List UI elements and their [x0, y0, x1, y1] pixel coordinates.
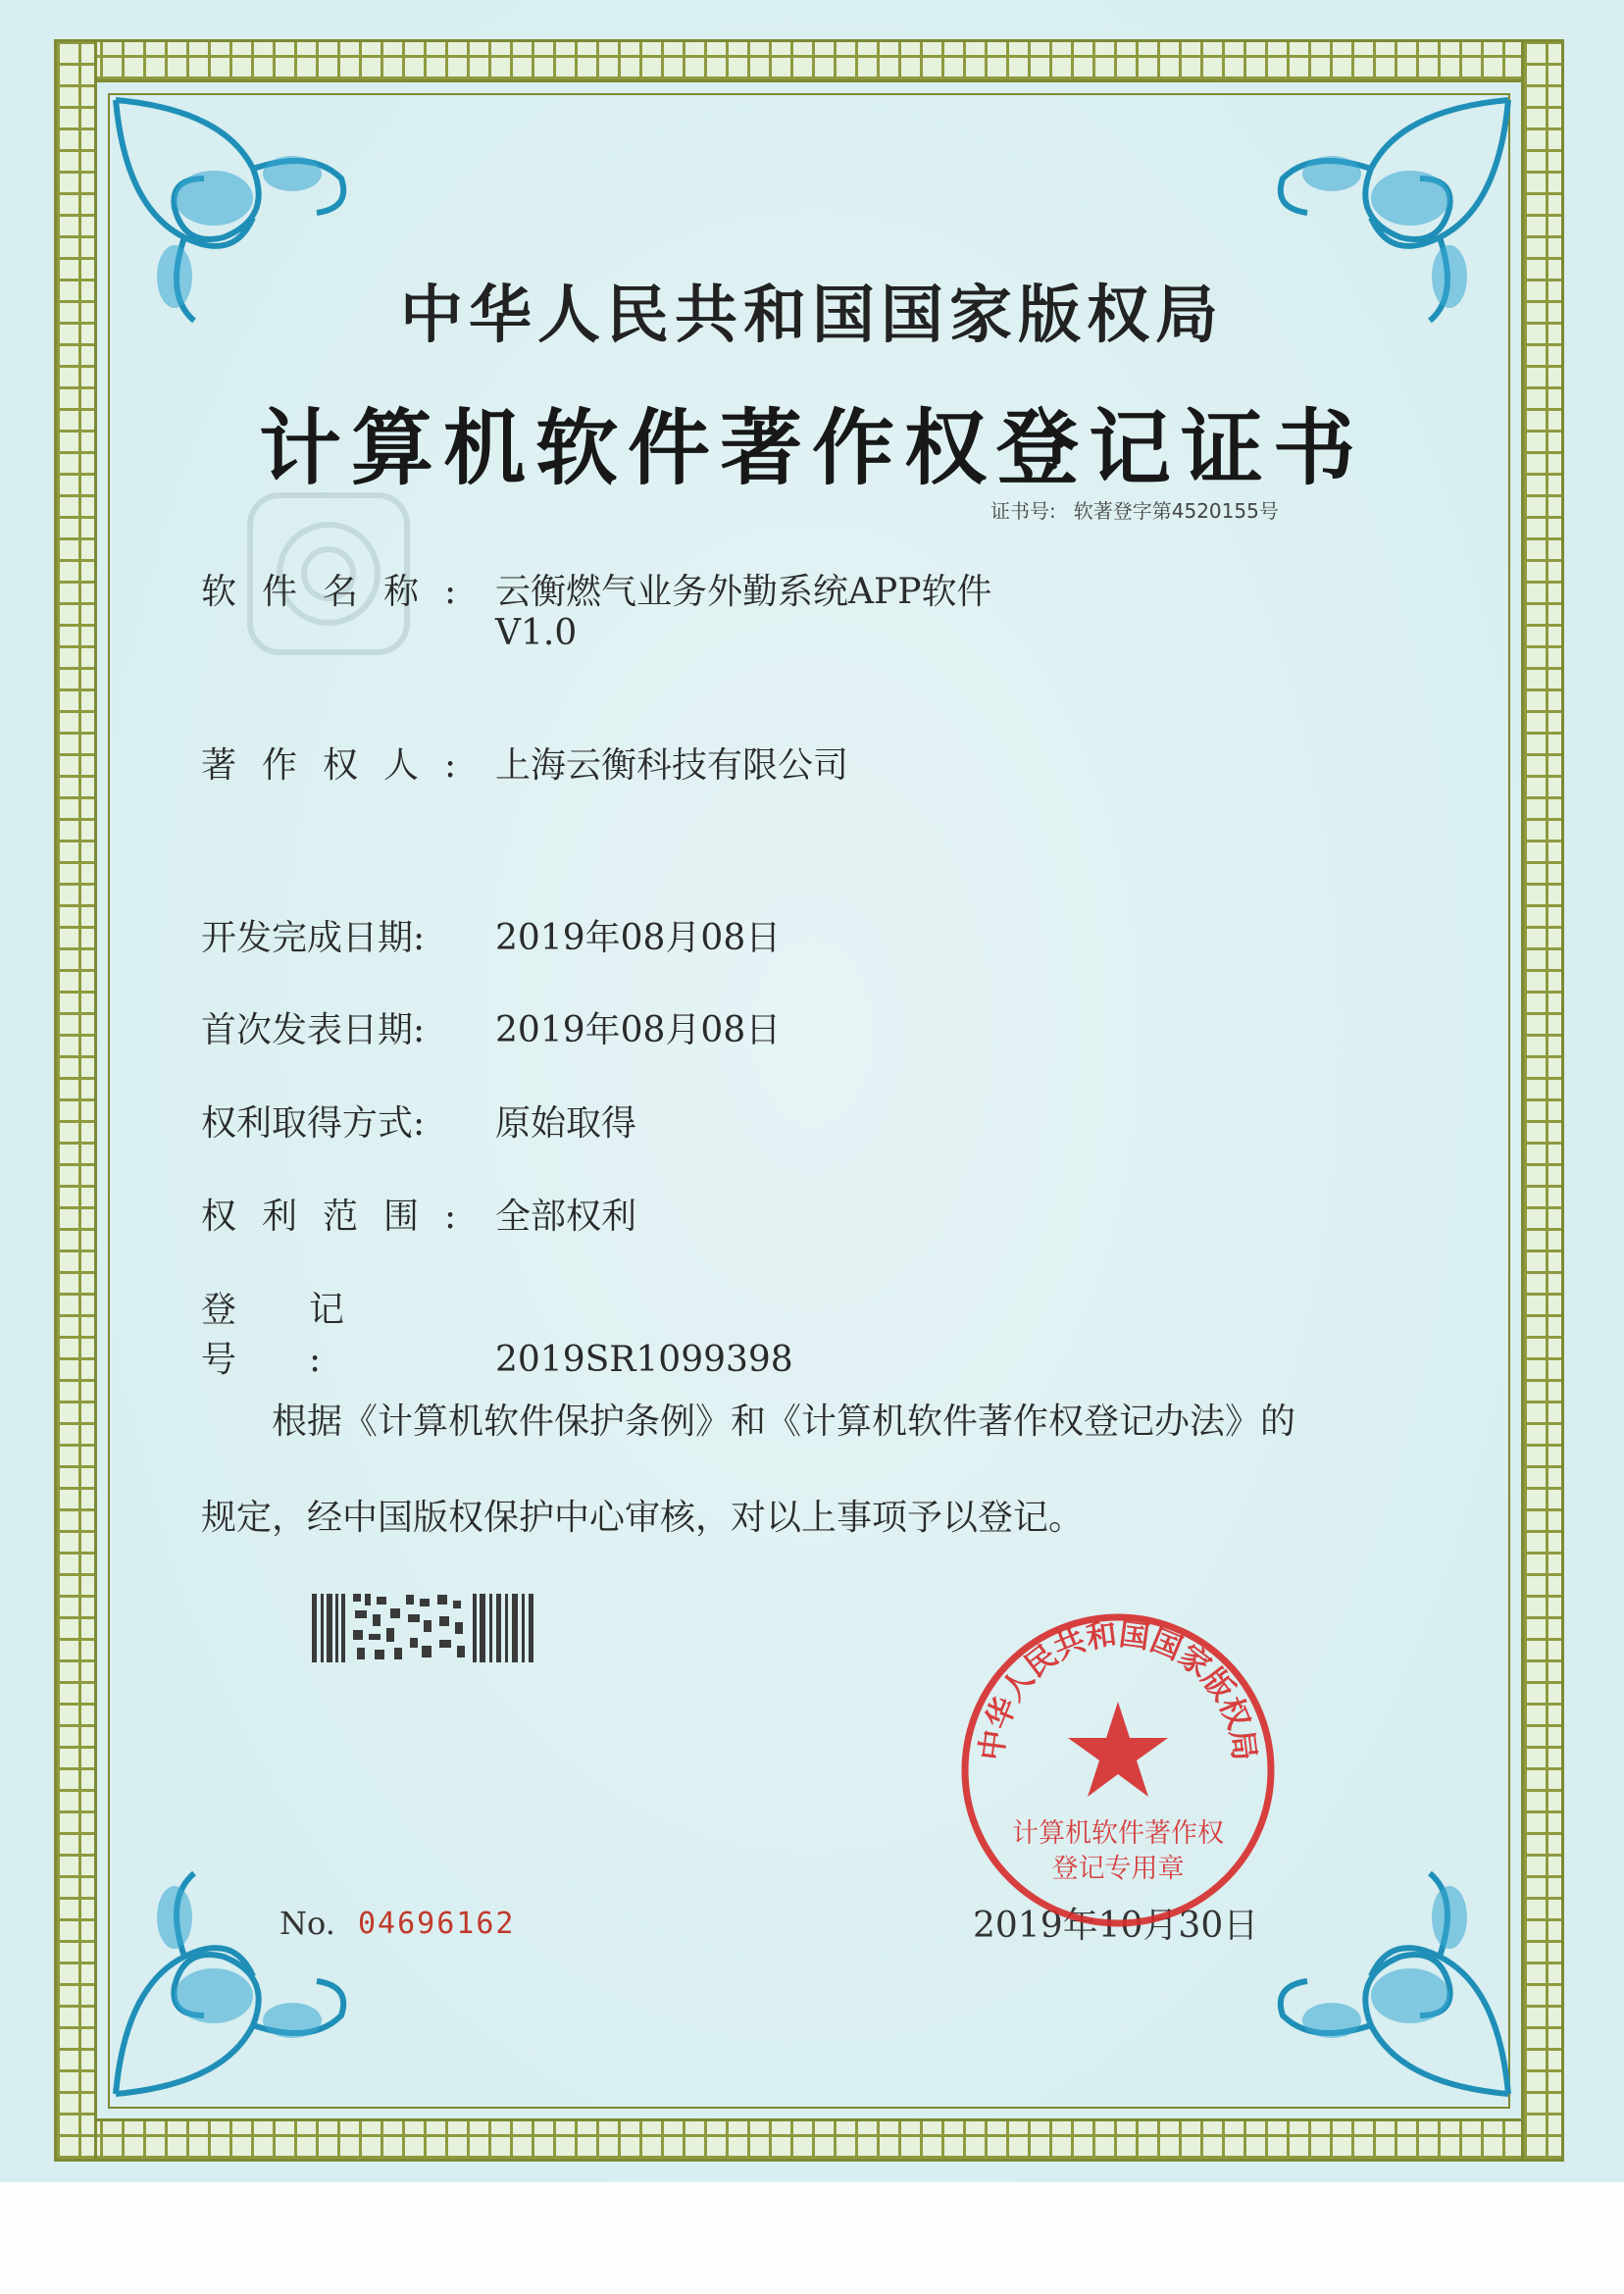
rights-scope-value: 全部权利 [495, 1197, 637, 1237]
software-name-value: 云衡燃气业务外勤系统APP软件 [495, 572, 992, 612]
statement-line-1: 根据《计算机软件保护条例》和《计算机软件著作权登记办法》的 [272, 1402, 1296, 1442]
page-margin [0, 2182, 1624, 2294]
certificate-number-value: 软著登字第4520155号 [1073, 499, 1279, 523]
rights-scope-label: 权利范围: [201, 1197, 482, 1237]
statement-line-2: 规定，经中国版权保护中心审核，对以上事项予以登记。 [201, 1498, 1085, 1538]
first-publish-date-value: 2019年08月08日 [495, 1010, 782, 1050]
corner-ornament-bottom-right [1263, 1868, 1518, 2104]
rights-acquisition-label: 权利取得方式: [201, 1103, 426, 1144]
official-seal [956, 1608, 1280, 1932]
barcode [312, 1589, 539, 1667]
seal-outer-text: 中华人民共和国国家版权局 [974, 1616, 1262, 1762]
first-publish-date-label: 首次发表日期: [201, 1010, 426, 1050]
seal-inner-line-2: 登记专用章 [1051, 1854, 1185, 1884]
first-publish-date-row [201, 1002, 781, 1052]
dev-complete-date-label: 开发完成日期: [201, 918, 426, 958]
registration-no-row [201, 1282, 793, 1382]
copyright-holder-row [201, 738, 848, 788]
software-name-label: 软件名称: [201, 572, 482, 612]
rights-acquisition-row [201, 1096, 636, 1146]
dev-complete-date-value: 2019年08月08日 [495, 918, 782, 958]
copyright-holder-label: 著作权人: [201, 745, 482, 786]
issuer-title: 中华人民共和国国家版权局 [400, 279, 1224, 352]
corner-ornament-bottom-left [106, 1868, 361, 2104]
dev-complete-date-row [201, 910, 781, 960]
copyright-holder-value: 上海云衡科技有限公司 [495, 745, 849, 786]
registration-no-label: 登记号: [201, 1290, 418, 1380]
serial-number-prefix: No. [279, 1905, 335, 1942]
issue-date: 2019年10月30日 [973, 1906, 1259, 1946]
registration-no-value: 2019SR1099398 [495, 1340, 793, 1380]
greek-key-border-right [1521, 39, 1564, 2162]
greek-key-border-bottom [54, 2118, 1564, 2162]
certificate-title: 计算机软件著作权登记证书 [258, 399, 1365, 496]
rights-acquisition-value: 原始取得 [495, 1103, 637, 1144]
seal-inner-line-1: 计算机软件著作权 [1012, 1818, 1224, 1849]
greek-key-border-top [54, 39, 1564, 82]
serial-number: 04696162 [358, 1907, 516, 1941]
rights-scope-row [201, 1189, 636, 1239]
certificate-number [990, 495, 1296, 524]
certificate-number-label: 证书号: [990, 499, 1056, 523]
greek-key-border-left [54, 39, 97, 2162]
software-version-row [201, 613, 577, 653]
software-version-value: V1.0 [495, 613, 578, 653]
software-name-row [201, 564, 991, 614]
